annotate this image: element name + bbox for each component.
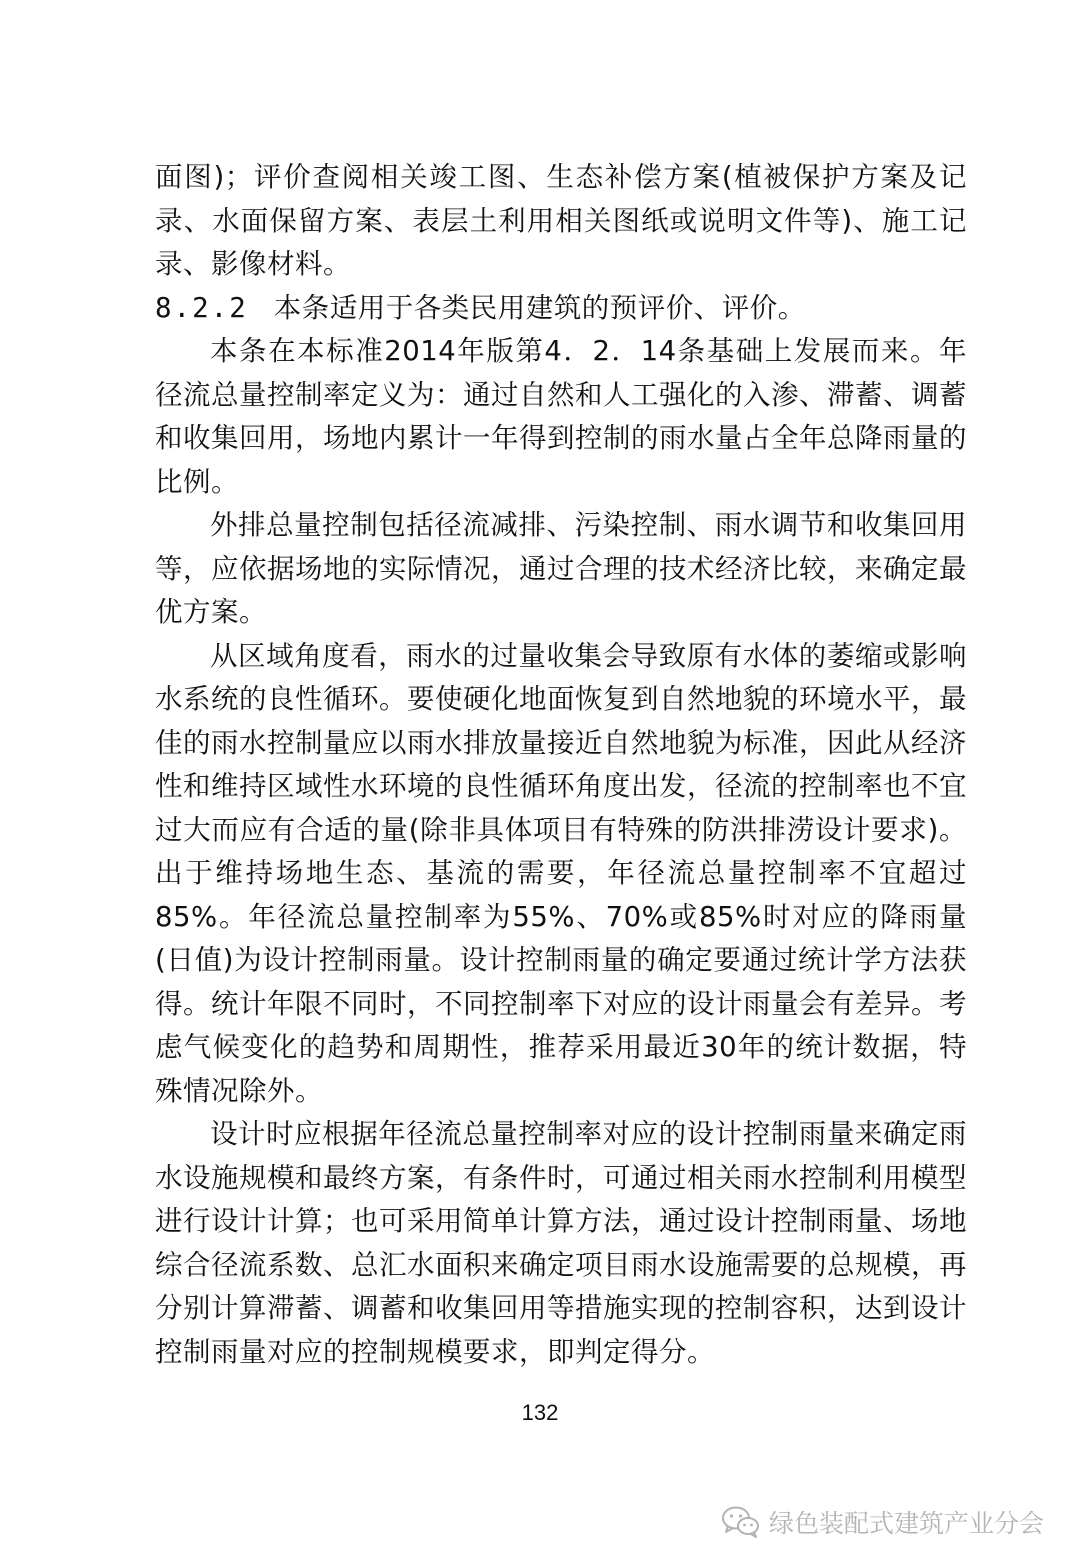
continuation-paragraph: 面图)；评价查阅相关竣工图、生态补偿方案(植被保护方案及记录、水面保留方案、表层土利用相关图纸或说明文件等)、施工记录、影像材料。 (155, 161, 967, 280)
wechat-icon (721, 1505, 761, 1539)
paragraph-definition: 本条在本标准2014年版第4．2．14条基础上发展而来。年径流总量控制率定义为：通过自然和人工强化的入渗、滞蓄、调蓄和收集回用，场地内累计一年得到控制的雨水量占全年总降雨量的比例。 (155, 335, 967, 498)
paragraph-regional-view: 从区域角度看，雨水的过量收集会导致原有水体的萎缩或影响水系统的良性循环。要使硬化地面恢复到自然地貌的环境水平，最佳的雨水控制量应以雨水排放量接近自然地貌为标准，因此从经济性和维持区域性水环境的良性循环角度出发，径流的控制率也不宜过大而应有合适的量(除非具体项目有特殊的防洪排涝设计要求)。出于维持场地生态、基流的需要，年径流总量控制率不宜超过85%。年径流总量控制率为55%、70%或85%时对应的降雨量(日值)为设计控制雨量。设计控制雨量的确定要通过统计学方法获得。统计年限不同时，不同控制率下对应的设计雨量会有差异。考虑气候变化的趋势和周期性，推荐采用最近30年的统计数据，特殊情况除外。 (155, 639, 967, 1107)
clause-text: 本条适用于各类民用建筑的预评价、评价。 (273, 291, 806, 324)
watermark (721, 1504, 1044, 1540)
page-number: 132 (521, 1400, 559, 1425)
document-body (155, 156, 967, 1374)
paragraph-design-method: 设计时应根据年径流总量控制率对应的设计控制雨量来确定雨水设施规模和最终方案，有条件时，可通过相关雨水控制利用模型进行设计计算；也可采用简单计算方法，通过设计控制雨量、场地综合径流系数、总汇水面积来确定项目雨水设施需要的总规模，再分别计算滞蓄、调蓄和收集回用等措施实现的控制容积，达到设计控制雨量对应的控制规模要求，即判定得分。 (155, 1118, 967, 1368)
clause-number: 8.2.2 (155, 291, 248, 324)
paragraph-total-control: 外排总量控制包括径流减排、污染控制、雨水调节和收集回用等，应依据场地的实际情况，通过合理的技术经济比较，来确定最优方案。 (155, 509, 967, 628)
watermark-text: 绿色装配式建筑产业分会 (768, 1509, 1044, 1538)
clause-heading (155, 287, 967, 331)
